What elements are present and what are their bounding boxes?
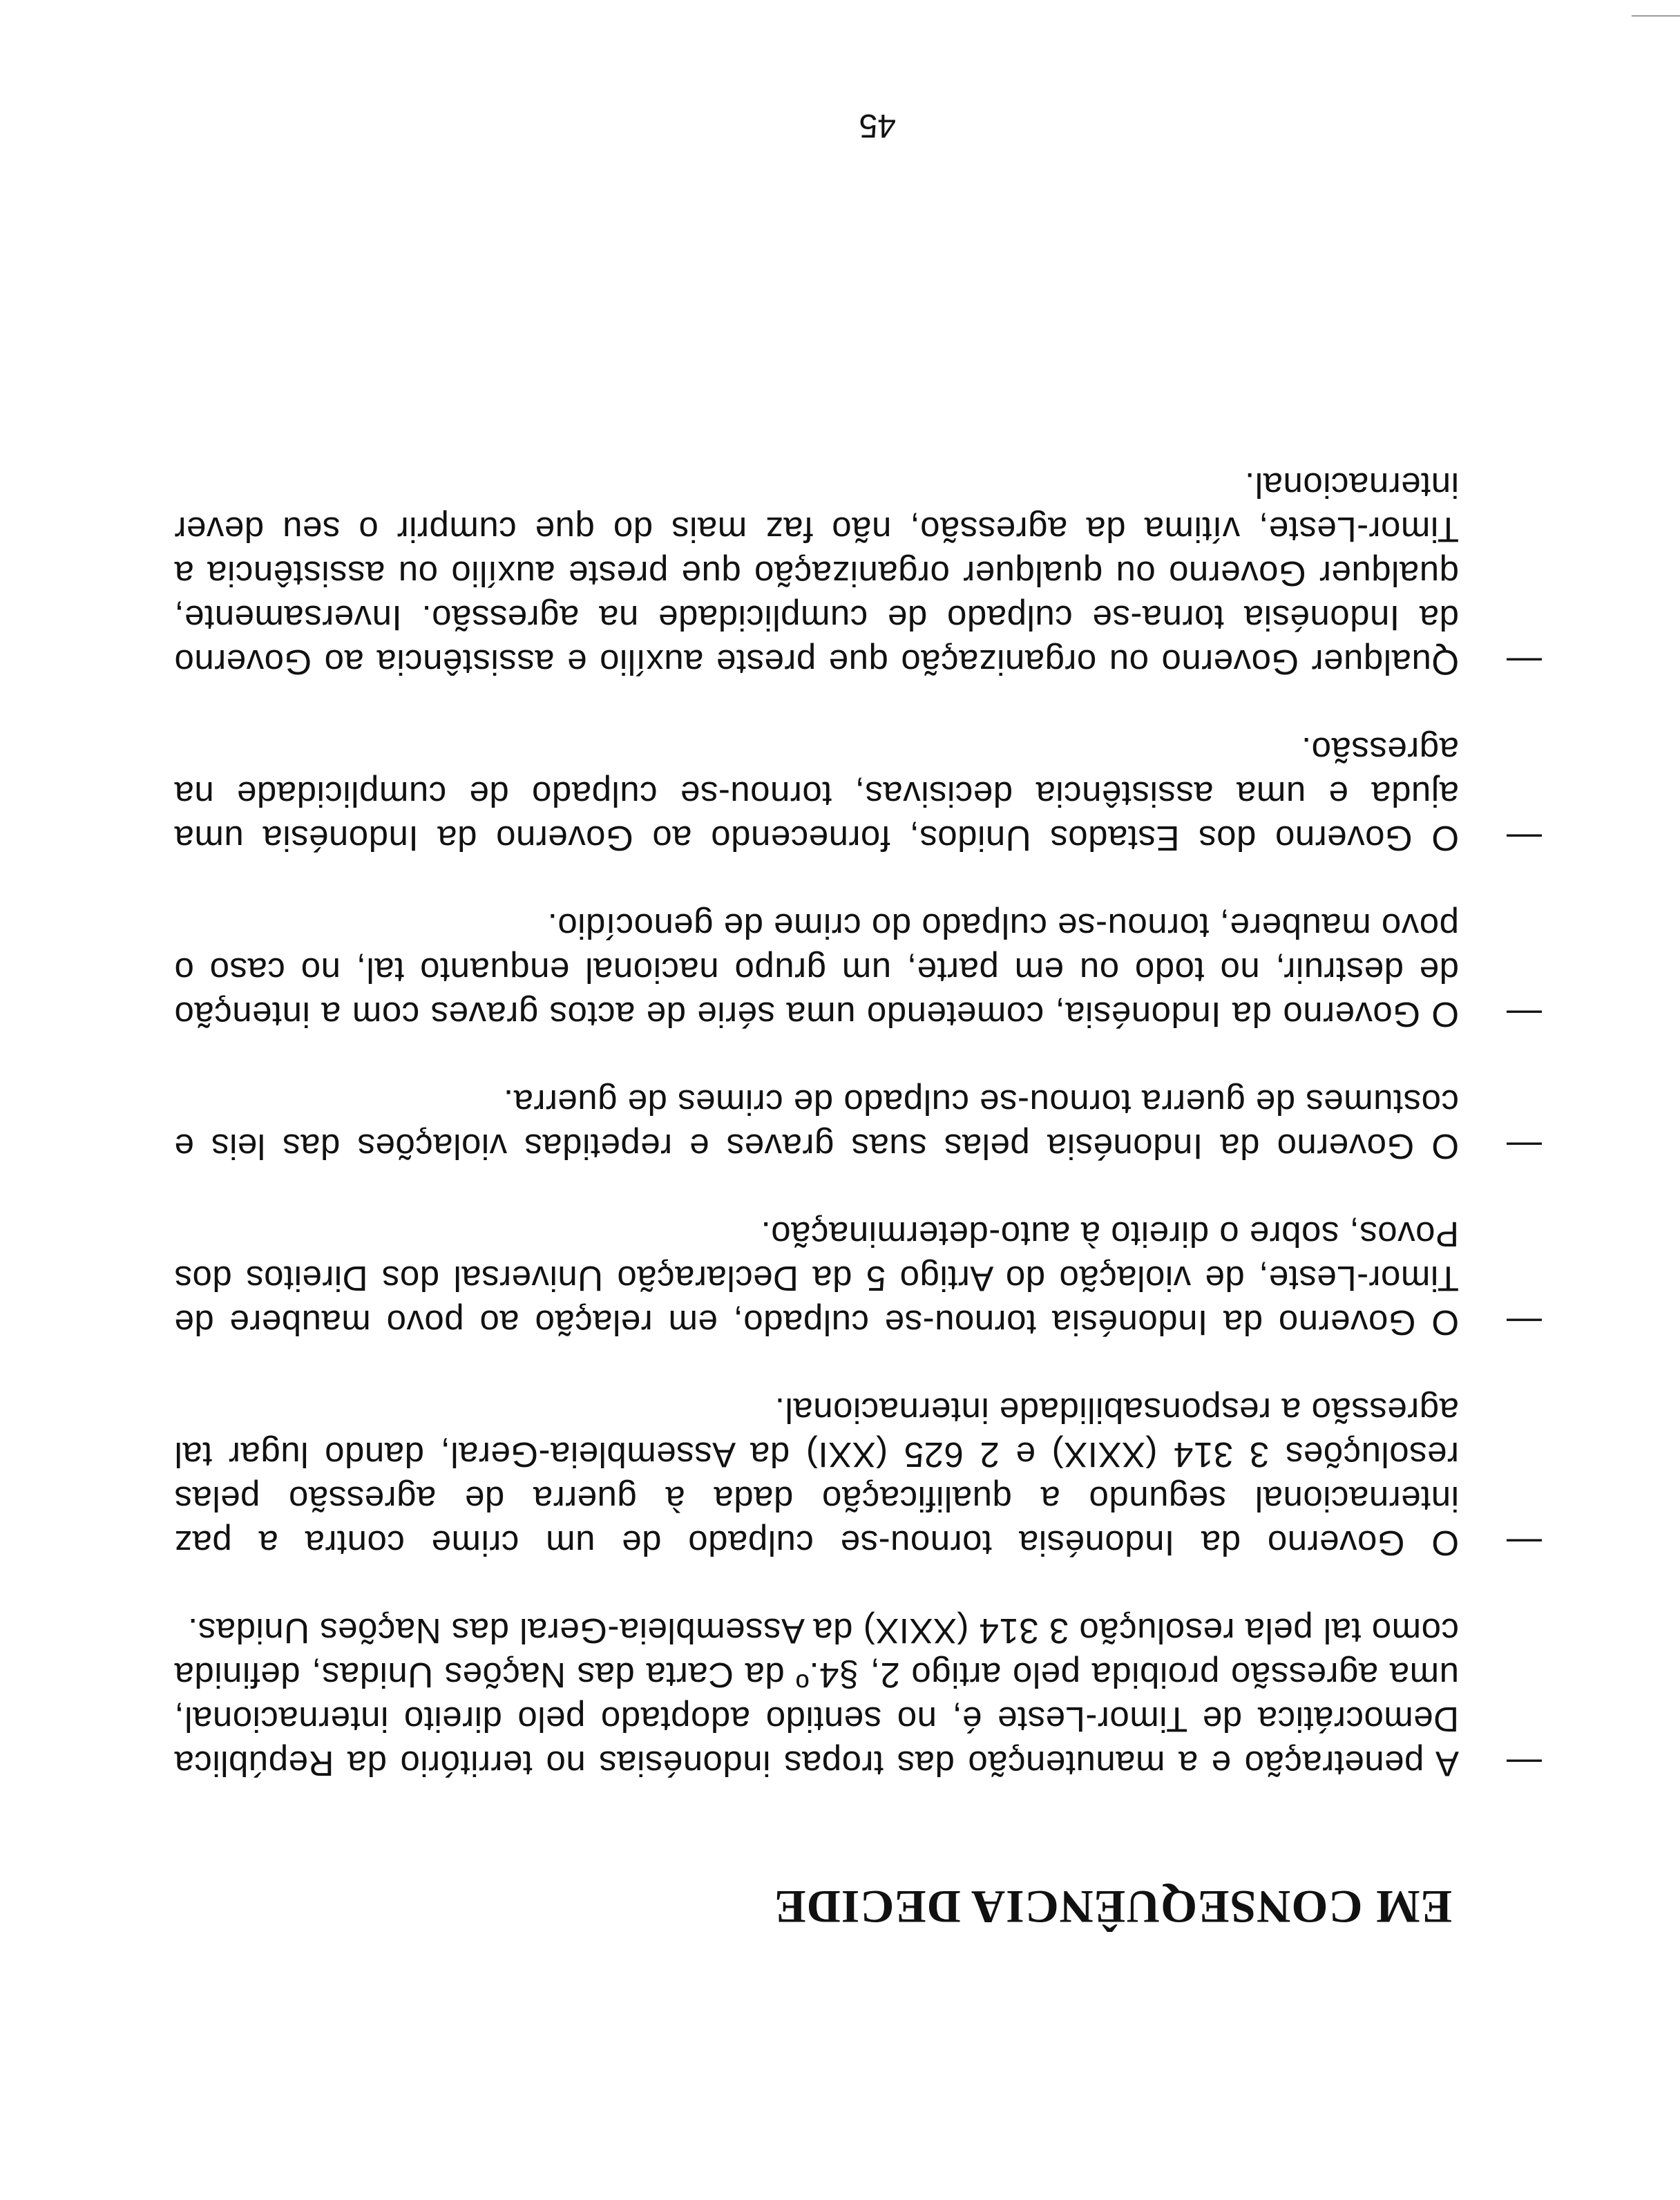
item-dash: — (1506, 643, 1542, 682)
item-text: O Governo da Indonésia tornou-se culpado, em relação ao povo maubere de Timor-Leste, de violação do Artigo 5 da Declaração Universal dos Direitos dos Povos, sobre o direito à auto-determinação. (174, 1215, 1459, 1343)
item-dash: — (1506, 1127, 1542, 1166)
item-dash: — (1506, 1524, 1542, 1563)
decision-item (174, 1212, 1542, 1345)
item-text: Qualquer Governo ou organização que preste auxílio e assistência ao Governo da Indonésia torna-se culpado de cumplicidade na agressão. Inversamente, qualquer Governo ou qualquer organização que preste auxílio ou assistência a Timor-Leste, vítima da agressão, não faz mais do que cumprir o seu dever internacional. (174, 466, 1459, 682)
item-dash: — (1506, 1744, 1542, 1783)
decision-item (174, 1388, 1542, 1565)
page-number: 45 (859, 107, 896, 144)
item-text: O Governo da Indonésia pelas suas graves e repetidas violações das leis e costumes de guerra tornou-se culpado de crimes de guerra. (174, 1083, 1459, 1166)
decision-item (174, 904, 1542, 1036)
item-dash: — (1506, 819, 1542, 858)
item-text: O Governo da Indonésia tornou-se culpado de um crime contra a paz internacional segundo a qualificação dada à guerra de agressão pelas resoluções 3 314 (XXIX) e 2 625 (XXI) da Assembleia-Geral, dando lugar tal agressão a responsabilidade internacional. (174, 1391, 1459, 1563)
item-text: O Governo da Indonésia, cometendo uma série de actos graves com a intenção de destruir, no todo ou em parte, um grupo nacional enquanto tal, no caso o povo maubere, tornou-se culpado do crime de genocídio. (174, 907, 1459, 1034)
section-heading: EM CONSEQUÊNCIA DECIDE (774, 1881, 1452, 1933)
decision-item (174, 1609, 1542, 1785)
item-dash: — (1506, 995, 1542, 1034)
scan-edge-mark (1632, 0, 1680, 17)
item-text: A penetração e a manutenção das tropas indonésias no território da República Democrática de Timor-Leste é, no sentido adoptado pelo direito internacional, uma agressão proibida pelo artigo 2, §4.º da Carta das Nações Unidas, definida como tal pela resolução 3 314 (XXIX) da Assembleia-Geral das Nações Unidas. (174, 1611, 1459, 1783)
decision-list (174, 419, 1542, 1785)
decision-item (174, 1080, 1542, 1168)
item-dash: — (1506, 1303, 1542, 1343)
item-text: O Governo dos Estados Unidos, fornecendo ao Governo da Indonésia uma ajuda e uma assistência decisivas, tornou-se culpado de cumplicidade na agressão. (174, 730, 1459, 858)
decision-item (174, 728, 1542, 860)
decision-item (174, 463, 1542, 684)
